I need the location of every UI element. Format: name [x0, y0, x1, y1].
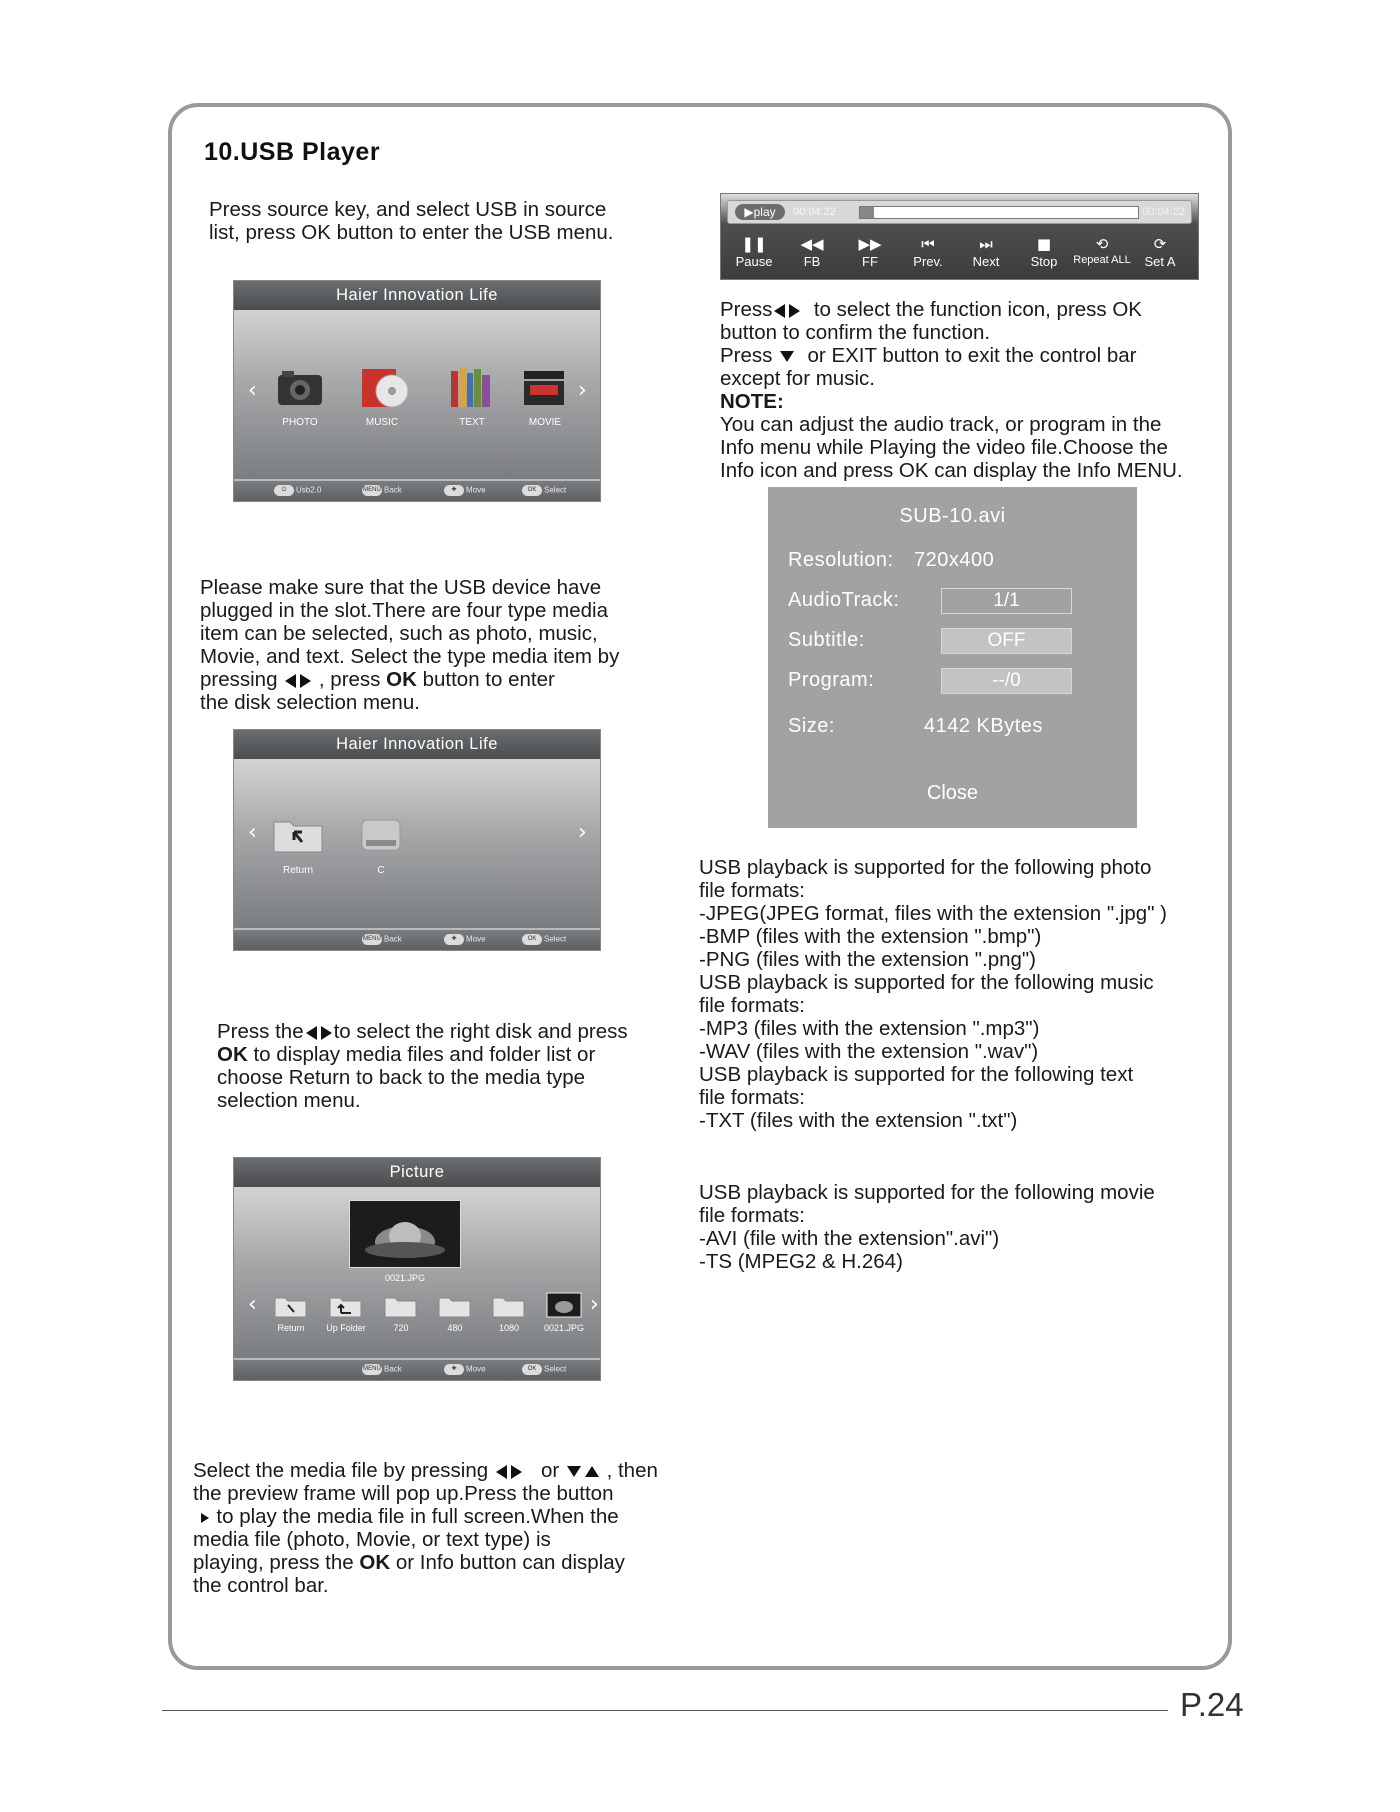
- screen-footer: [234, 479, 600, 501]
- ab-repeat-icon: ⟳: [1153, 235, 1167, 253]
- left-triangle-icon: [774, 304, 785, 318]
- play-triangle-icon: [201, 1513, 209, 1523]
- right-triangle-icon: [321, 1026, 332, 1040]
- format-line: -PNG (files with the extension ".png"): [699, 948, 1036, 971]
- footer-select: OK Select: [522, 934, 566, 945]
- format-line: file formats:: [699, 1086, 805, 1109]
- close-button[interactable]: Close: [926, 782, 979, 804]
- footer-rule: [162, 1710, 1168, 1711]
- pause-button[interactable]: ❚❚ Pause: [725, 234, 783, 269]
- right-triangle-icon: [789, 304, 800, 318]
- movie-format-line: USB playback is supported for the following movie: [699, 1181, 1155, 1204]
- fast-backward-button[interactable]: ◀◀ FB: [783, 234, 841, 269]
- footer-move: ✚ Move: [444, 485, 486, 496]
- stop-icon: ■: [1036, 235, 1052, 253]
- screen-footer: [234, 928, 600, 950]
- media-item-music[interactable]: MUSIC: [365, 417, 399, 428]
- return-folder-icon: [274, 1294, 308, 1318]
- movie-formats-text: [699, 1181, 1155, 1273]
- down-triangle-icon: [780, 351, 794, 362]
- ok-key-icon: OK: [522, 485, 542, 496]
- right-arrow-icon: ›: [578, 820, 587, 845]
- right-triangle-icon: [511, 1465, 522, 1479]
- ok-key-icon: OK: [522, 1364, 542, 1375]
- movie-icon: [522, 369, 566, 407]
- right-arrow-icon: ›: [578, 378, 587, 403]
- set-a-button[interactable]: ⟳ Set A: [1131, 234, 1189, 269]
- play-status-pill: ▶play: [735, 204, 785, 220]
- control-bar-instructions: Press to select the function icon, press OK button to confirm the function. Press or EXIT button to exit the control bar except for music. NOTE: You can adjust the audio track, or program in the Info menu while Playing the video file.Choose the Info icon and press OK can display the Info MENU.: [720, 298, 1183, 482]
- size-label: Size:: [788, 715, 835, 737]
- subtitle-label: Subtitle:: [788, 629, 865, 651]
- screen-title: Haier Innovation Life: [234, 281, 600, 310]
- disk-selection-instructions: Press the to select the right disk and press OK to display media files and folder list or choose Return to back to the media type selection menu.: [217, 1020, 628, 1112]
- folder-icon: [384, 1294, 418, 1318]
- disk-item-c[interactable]: C: [377, 865, 385, 876]
- media-type-instructions: Please make sure that the USB device have plugged in the slot.There are four type media item can be selected, such as photo, music, Movie, and text. Select the type media item by pressing , press OK button to enter the disk selection menu.: [200, 576, 620, 714]
- file-item-720[interactable]: 720: [393, 1323, 409, 1333]
- intro-text: Press source key, and select USB in source list, press OK button to enter the USB menu.: [209, 198, 614, 244]
- image-thumbnail-icon: [546, 1292, 582, 1318]
- repeat-all-button[interactable]: ⟲ Repeat ALL: [1073, 235, 1131, 266]
- page-number: P.24: [1180, 1686, 1244, 1723]
- left-triangle-icon: [285, 674, 296, 688]
- footer-back: MENU Back: [363, 485, 402, 495]
- info-title: SUB-10.avi: [899, 505, 1006, 527]
- format-line: -JPEG(JPEG format, files with the extension ".jpg" ): [699, 902, 1167, 925]
- picture-browser-screen: [233, 1157, 601, 1381]
- audio-track-label: AudioTrack:: [788, 589, 900, 611]
- fast-forward-icon: ▶▶: [858, 235, 882, 253]
- screen-footer: [234, 1358, 600, 1380]
- return-folder-icon: [272, 814, 324, 854]
- file-item-return[interactable]: Return: [277, 1323, 305, 1333]
- left-arrow-icon: ‹: [248, 1292, 257, 1317]
- text-icon: [449, 365, 495, 409]
- footer-move: ✚ Move: [444, 1364, 486, 1375]
- media-item-movie[interactable]: MOVIE: [528, 417, 562, 428]
- down-triangle-icon: [567, 1466, 581, 1477]
- left-arrow-icon: ‹: [248, 378, 257, 403]
- supported-formats-text: [699, 856, 1167, 1132]
- size-value: 4142 KBytes: [924, 715, 1043, 737]
- format-line: USB playback is supported for the following music: [699, 971, 1154, 994]
- movie-format-line: file formats:: [699, 1204, 805, 1227]
- move-key-icon: ✚: [444, 1364, 464, 1375]
- preview-filename: 0021.JPG: [384, 1273, 426, 1283]
- music-icon: [360, 367, 410, 409]
- format-line: -TXT (files with the extension ".txt"): [699, 1109, 1018, 1132]
- up-triangle-icon: [585, 1466, 599, 1477]
- file-item-480[interactable]: 480: [447, 1323, 463, 1333]
- format-line: -WAV (files with the extension ".wav"): [699, 1040, 1039, 1063]
- progress-bar[interactable]: [859, 206, 1139, 219]
- fast-forward-button[interactable]: ▶▶ FF: [841, 234, 899, 269]
- usb-key-icon: ⏻: [274, 485, 294, 496]
- section-title: 10.USB Player: [204, 138, 381, 166]
- format-line: USB playback is supported for the following text: [699, 1063, 1134, 1086]
- rewind-icon: ◀◀: [800, 235, 824, 253]
- camera-icon: [276, 369, 324, 407]
- progress-fill: [860, 207, 874, 218]
- format-line: -MP3 (files with the extension ".mp3"): [699, 1017, 1040, 1040]
- disk-drive-icon: [358, 816, 404, 854]
- move-key-icon: ✚: [444, 934, 464, 945]
- stop-button[interactable]: ■ Stop: [1015, 234, 1073, 269]
- file-playback-instructions: Select the media file by pressing or , then the preview frame will pop up.Press the button to play the media file in full screen.When the media file (photo, Movie, or text type) is playing, press the OK or Info button can display the control bar.: [193, 1459, 658, 1597]
- resolution-value: 720x400: [914, 549, 995, 571]
- footer-usb: ⏻ Usb2.0: [274, 485, 321, 496]
- file-item-up-folder[interactable]: Up Folder: [326, 1323, 366, 1333]
- disk-item-return[interactable]: Return: [282, 865, 313, 876]
- playback-control-bar: [720, 193, 1199, 280]
- progress-strip: [727, 200, 1192, 224]
- format-line: -BMP (files with the extension ".bmp"): [699, 925, 1042, 948]
- previous-icon: ⏮: [921, 235, 935, 253]
- screen-title: Haier Innovation Life: [234, 730, 600, 759]
- menu-key-icon: MENU: [362, 1364, 382, 1375]
- up-folder-icon: [329, 1294, 363, 1318]
- media-item-text[interactable]: TEXT: [459, 417, 485, 428]
- next-button[interactable]: ⏭ Next: [957, 234, 1015, 269]
- movie-format-line: -TS (MPEG2 & H.264): [699, 1250, 903, 1273]
- format-line: file formats:: [699, 879, 805, 902]
- movie-format-line: -AVI (file with the extension".avi"): [699, 1227, 1000, 1250]
- menu-key-icon: MENU: [362, 485, 382, 496]
- left-arrow-icon: ‹: [248, 820, 257, 845]
- usb-media-type-screen: [233, 280, 601, 502]
- footer-back: MENU Back: [363, 1364, 402, 1374]
- disk-selection-screen: [233, 729, 601, 951]
- format-line: USB playback is supported for the following photo: [699, 856, 1152, 879]
- previous-button[interactable]: ⏮ Prev.: [899, 234, 957, 269]
- current-time: 00:04:22: [793, 206, 836, 218]
- file-item-1080[interactable]: 1080: [498, 1323, 520, 1333]
- info-menu-panel: [768, 487, 1137, 828]
- ok-key-icon: OK: [522, 934, 542, 945]
- media-item-photo[interactable]: PHOTO: [282, 417, 318, 428]
- pause-icon: ❚❚: [741, 235, 767, 253]
- folder-icon: [492, 1294, 526, 1318]
- footer-select: OK Select: [522, 485, 566, 496]
- resolution-label: Resolution:: [788, 549, 894, 571]
- menu-key-icon: MENU: [362, 934, 382, 945]
- left-triangle-icon: [306, 1026, 317, 1040]
- format-line: file formats:: [699, 994, 805, 1017]
- move-key-icon: ✚: [444, 485, 464, 496]
- file-item-0021-jpg[interactable]: 0021.JPG: [543, 1323, 585, 1333]
- screen-title: Picture: [234, 1158, 600, 1187]
- total-time: 00:04:22: [1142, 206, 1185, 218]
- next-icon: ⏭: [979, 235, 993, 253]
- preview-image: [349, 1200, 461, 1268]
- repeat-icon: ⟲: [1095, 235, 1109, 253]
- right-arrow-icon: ›: [590, 1292, 599, 1317]
- audio-track-field[interactable]: 1/1: [941, 588, 1072, 614]
- footer-select: OK Select: [522, 1364, 566, 1375]
- program-label: Program:: [788, 669, 875, 691]
- footer-back: MENU Back: [363, 934, 402, 944]
- right-triangle-icon: [300, 674, 311, 688]
- program-field[interactable]: --/0: [941, 668, 1072, 694]
- folder-icon: [438, 1294, 472, 1318]
- subtitle-field[interactable]: OFF: [941, 628, 1072, 654]
- footer-move: ✚ Move: [444, 934, 486, 945]
- left-triangle-icon: [496, 1465, 507, 1479]
